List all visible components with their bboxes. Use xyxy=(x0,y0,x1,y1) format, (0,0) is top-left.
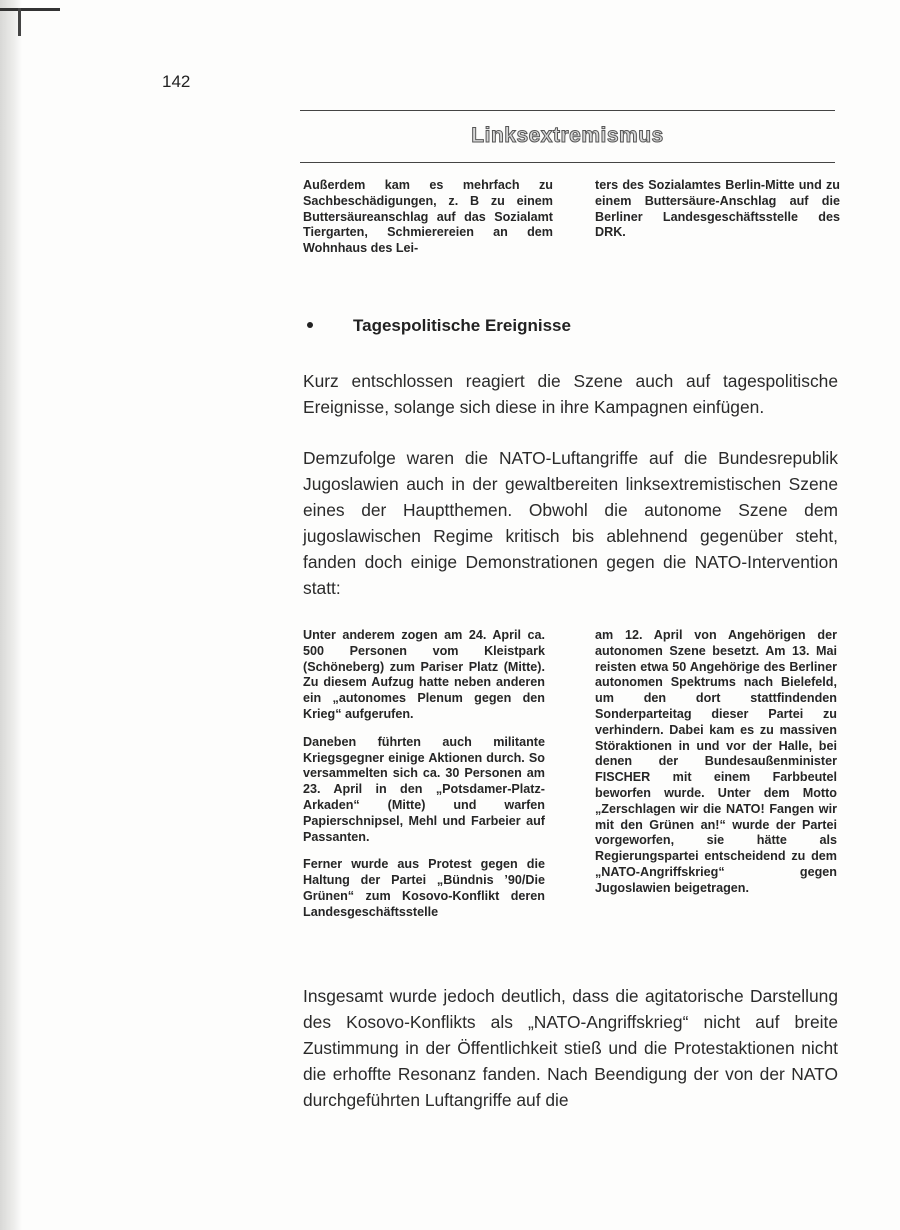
running-header: Linksextremismus xyxy=(471,124,664,147)
events-column-left xyxy=(303,628,545,933)
bullet-icon xyxy=(307,322,313,328)
events-left-paragraph-1: Unter anderem zogen am 24. April ca. 500 Personen vom Kleistpark (Schöneberg) zum Pariser Platz (Mitte). Zu diesem Aufzug hatte neben anderen ein „autonomes Plenum gegen den Krieg“ aufgerufen. xyxy=(303,628,545,721)
body-paragraph-1: Kurz entschlossen reagiert die Szene auch auf tagespolitische Ereignisse, solange sich diese in ihre Kampagnen einfügen. xyxy=(303,371,838,417)
page-number: 142 xyxy=(162,72,191,91)
page-binding-shadow xyxy=(0,0,22,1230)
events-column-right xyxy=(595,628,837,909)
section-heading-text: Tagespolitische Ereignisse xyxy=(353,316,571,335)
events-right-paragraph-1: am 12. April von Angehörigen der autonomen Szene besetzt. Am 13. Mai reisten etwa 50 Angehörige des Berliner autonomen Spektrums nach Bielefeld, um den dort stattfindenden Sonderparteitag dieser Partei zu verhindern. Dabei kam es zu massiven Störaktionen in und vor der Halle, bei denen der Bundesaußenminister FISCHER mit einem Farbbeutel beworfen wurde. Unter dem Motto „Zerschlagen wir die NATO! Fangen wir mit den Grünen an!“ wurde der Partei vorgeworfen, sie hätte als Regierungspartei entscheidend zu dem „NATO-Angriffskrieg“ gegen Jugoslawien beigetragen. xyxy=(595,628,837,895)
scan-corner-mark-vertical xyxy=(18,8,21,36)
header-rule-bottom xyxy=(300,162,835,163)
intro-column-left: Außerdem kam es mehrfach zu Sachbeschädigungen, z. B zu einem Buttersäureanschlag auf das Sozialamt Tiergarten, Schmierereien an dem Wohnhaus des Lei- xyxy=(303,178,553,256)
body-paragraph-2: Demzufolge waren die NATO-Luftangriffe auf die Bundesrepublik Jugoslawien auch in der gewaltbereiten linksextremistischen Szene eines der Hauptthemen. Obwohl die autonome Szene dem jugoslawischen Regime kritisch bis ablehnend gegenüber steht, fanden doch einige Demonstrationen gegen die NATO-Intervention statt: xyxy=(303,448,838,598)
events-left-paragraph-2: Daneben führten auch militante Kriegsgegner einige Aktionen durch. So versammelten sich ca. 30 Personen am 23. April in den „Potsdamer-Platz-Arkaden“ (Mitte) und warfen Papierschnipsel, Mehl und Farbeier auf Passanten. xyxy=(303,734,545,844)
section-heading xyxy=(303,316,843,336)
scan-corner-mark xyxy=(0,8,60,11)
header-rule-top xyxy=(300,110,835,111)
intro-column-right: ters des Sozialamtes Berlin-Mitte und zu einem Buttersäure-Anschlag auf die Berliner Landesgeschäftsstelle des DRK. xyxy=(595,178,840,240)
events-left-paragraph-3: Ferner wurde aus Protest gegen die Haltung der Partei „Bündnis ’90/Die Grünen“ zum Kosovo-Konflikt deren Landesgeschäftsstelle xyxy=(303,857,545,919)
closing-paragraph: Insgesamt wurde jedoch deutlich, dass die agitatorische Darstellung des Kosovo-Konflikts als „NATO-Angriffskrieg“ nicht auf breite Zustimmung in der Öffentlichkeit stieß und die Protestaktionen nicht die erhoffte Resonanz fanden. Nach Beendigung der von der NATO durchgeführten Luftangriffe auf die xyxy=(303,986,838,1110)
